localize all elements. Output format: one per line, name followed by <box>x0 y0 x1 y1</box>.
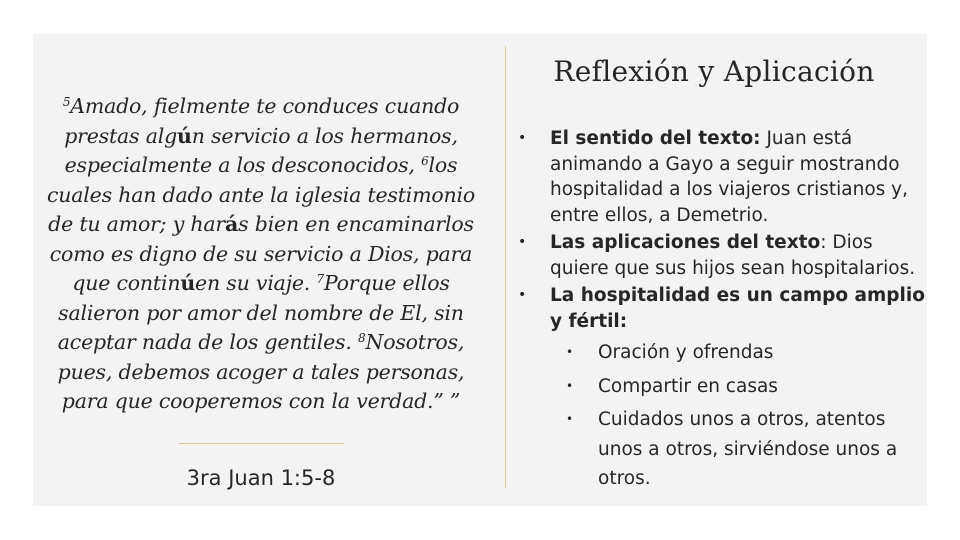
sub-bullet-item <box>514 405 926 494</box>
sub-bullet-icon: • <box>566 378 574 393</box>
bullet-bold-text: Las aplicaciones del texto <box>550 232 821 253</box>
quote-accent-3: ú <box>180 271 196 295</box>
bullet-icon: • <box>518 234 527 250</box>
bullet-bold-text: El sentido del texto: <box>550 128 761 149</box>
bullet-item <box>514 126 926 228</box>
quote-text-6: Porque ellos salieron por amor del nombre de El, sin aceptar nada de los gentiles. <box>57 271 464 354</box>
sub-bullet-icon: • <box>566 412 574 426</box>
verse-number-5: 5 <box>62 95 71 109</box>
scripture-reference: 3ra Juan 1:5-8 <box>186 466 336 490</box>
sub-bullet-item <box>514 372 926 402</box>
quote-text-3: los cuales han dado ante la iglesia testimonio de tu amor; y har <box>46 153 476 236</box>
bullet-icon: • <box>518 130 527 146</box>
sub-bullet-icon: • <box>566 345 574 359</box>
quote-text-5: en su viaje. <box>195 271 311 295</box>
bullet-bold-text: La hospitalidad es un campo amplio y fértil: <box>550 285 925 332</box>
sub-bullet-text: Compartir en casas <box>598 375 778 397</box>
quote-text-1: Amado, fielmente te conduces cuando prestas alg <box>64 94 460 148</box>
quote-accent-2: á <box>225 212 239 236</box>
bullet-item <box>514 283 926 334</box>
bullet-text: : Dios quiere que sus hijos sean hospitalarios. <box>550 232 916 279</box>
quote-text-7: Nosotros, pues, debemos acoger a tales personas, para que cooperemos con la verdad.” ” <box>57 330 465 413</box>
quote-text-4: s bien en encaminarlos como es digno de su servicio a Dios, para que contin <box>49 212 474 295</box>
bullet-icon: • <box>518 287 527 303</box>
sub-bullet-text: Oración y ofrendas <box>598 342 774 363</box>
scripture-quote <box>46 92 476 417</box>
sub-bullet-item <box>514 338 926 368</box>
sub-bullet-text: Cuidados unos a otros, atentos unos a otros, sirviéndose unos a otros. <box>598 409 898 489</box>
bullet-text: Juan está animando a Gayo a seguir mostrando hospitalidad a los viajeros cristianos y, entre ellos, a Demetrio. <box>550 128 908 226</box>
quote-accent-1: ú <box>177 123 192 148</box>
column-divider <box>505 46 506 488</box>
quote-text-2: n servicio a los hermanos, especialmente a los desconocidos, <box>64 123 458 177</box>
verse-number-8: 8 <box>358 331 366 345</box>
verse-number-6: 6 <box>421 154 429 168</box>
bullet-item <box>514 230 926 281</box>
verse-number-7: 7 <box>316 272 324 286</box>
reference-accent-line <box>179 443 344 444</box>
section-heading: Reflexión y Aplicación <box>553 55 875 88</box>
bullet-list <box>514 126 926 494</box>
